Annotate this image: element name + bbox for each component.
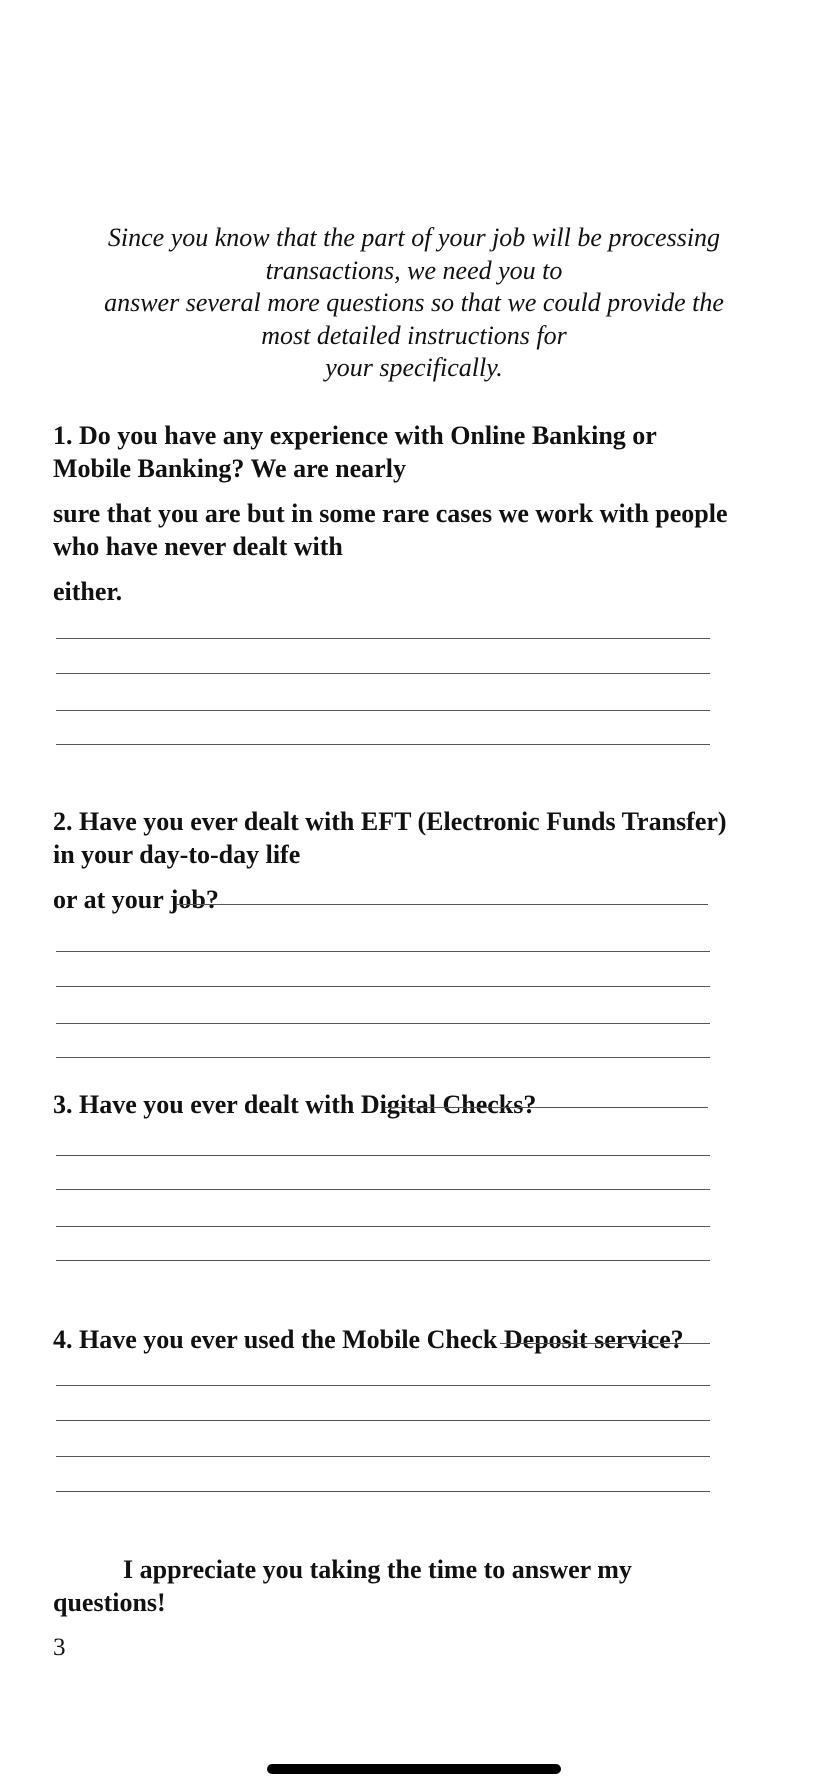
question-line: 1. Do you have any experience with Online Banking or <box>53 421 657 450</box>
answer-line-q4-1[interactable] <box>56 1385 710 1386</box>
closing-message <box>53 1553 753 1619</box>
intro-line: your specifically. <box>325 353 503 382</box>
question-line: 4. Have you ever used the Mobile Check Deposit service? <box>53 1325 684 1354</box>
question-line: 3. Have you ever dealt with Digital Checks? <box>53 1090 537 1119</box>
question-line: Mobile Banking? We are nearly <box>53 454 406 483</box>
intro-paragraph <box>74 222 754 385</box>
closing-line-1: I appreciate you taking the time to answer my <box>123 1555 632 1584</box>
answer-line-q3-2[interactable] <box>56 1189 710 1190</box>
question-line: or at your job? <box>53 885 219 914</box>
answer-line-q2-2[interactable] <box>56 986 710 987</box>
closing-line-2: questions! <box>53 1588 166 1617</box>
answer-line-q1-1[interactable] <box>56 638 710 639</box>
answer-line-q2-3[interactable] <box>56 1023 710 1024</box>
question-3 <box>53 1088 793 1121</box>
question-line: who have never dealt with <box>53 532 343 561</box>
answer-line-q1-2[interactable] <box>56 673 710 674</box>
question-line: sure that you are but in some rare cases we work with people <box>53 499 728 528</box>
answer-line-q2-1[interactable] <box>56 951 710 952</box>
answer-line-q3-1[interactable] <box>56 1155 710 1156</box>
question-line: 2. Have you ever dealt with EFT (Electronic Funds Transfer) <box>53 807 727 836</box>
intro-line: answer several more questions so that we could provide the <box>104 288 724 317</box>
answer-line-q3-3[interactable] <box>56 1226 710 1227</box>
question-4 <box>53 1323 793 1356</box>
question-1 <box>53 419 793 608</box>
question-2 <box>53 805 793 916</box>
intro-line: transactions, we need you to <box>265 255 563 285</box>
answer-line-q1-4[interactable] <box>56 744 710 745</box>
answer-line-q2-4[interactable] <box>56 1057 710 1058</box>
answer-line-q2-inline[interactable] <box>176 904 708 905</box>
answer-line-q4-3[interactable] <box>56 1456 710 1457</box>
question-line: either. <box>53 577 123 606</box>
question-line: in your day-to-day life <box>53 840 301 869</box>
intro-line: Since you know that the part of your job will be processing <box>107 223 721 252</box>
intro-line: most detailed instructions for <box>261 320 567 350</box>
answer-line-q3-inline[interactable] <box>384 1107 708 1108</box>
answer-line-q4-inline[interactable] <box>500 1343 710 1344</box>
answer-line-q4-2[interactable] <box>56 1420 710 1421</box>
answer-line-q1-3[interactable] <box>56 710 710 711</box>
answer-line-q4-4[interactable] <box>56 1491 710 1492</box>
home-indicator[interactable] <box>267 1764 561 1774</box>
page-number: 3 <box>53 1634 66 1661</box>
answer-line-q3-4[interactable] <box>56 1260 710 1261</box>
